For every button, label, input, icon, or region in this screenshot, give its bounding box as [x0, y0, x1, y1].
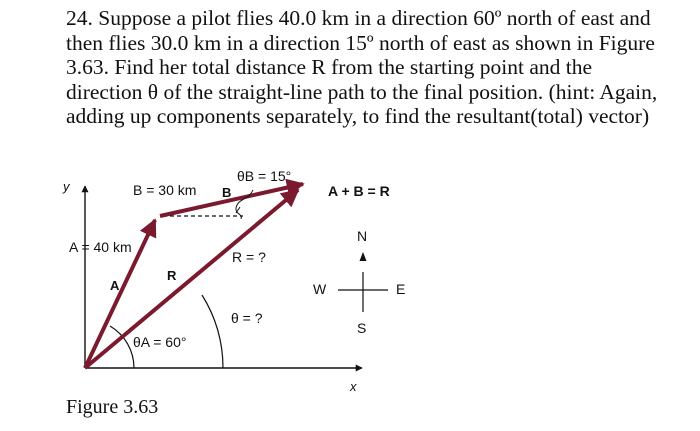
compass-n: N: [357, 228, 368, 244]
problem-text: 24. Suppose a pilot flies 40.0 km in a direction 60º north of east and then flies 30.0 km in a direction 15º north of east as shown in Figure 3.63. Find her total distance R from the starting point and the direction θ of the straight-line path to the final position. (hint: Again, adding up components separately, to find the resultant(total) vector): [66, 6, 658, 128]
label-b: B: [222, 185, 232, 200]
label-sum: A + B = R: [328, 183, 390, 199]
theta-b-pointer: [236, 190, 253, 219]
label-theta-a: θA = 60°: [133, 334, 187, 350]
compass-w: W: [313, 281, 327, 297]
label-r-unknown: R = ?: [232, 249, 266, 265]
label-b-magnitude: B = 30 km: [133, 182, 197, 198]
label-theta-b: θB = 15°: [237, 168, 292, 184]
theta-arc: [202, 295, 223, 368]
label-theta-unknown: θ = ?: [231, 310, 263, 326]
compass-e: E: [396, 281, 406, 297]
x-axis-label: x: [350, 379, 357, 394]
compass-s: S: [357, 320, 367, 336]
figure-caption: Figure 3.63: [66, 396, 159, 418]
label-a: A: [110, 278, 120, 293]
compass: [313, 228, 405, 336]
label-r: R: [167, 268, 177, 283]
y-axis-label: y: [63, 179, 70, 194]
label-a-magnitude: A = 40 km: [69, 239, 132, 255]
north-arrow-icon: [360, 252, 367, 261]
